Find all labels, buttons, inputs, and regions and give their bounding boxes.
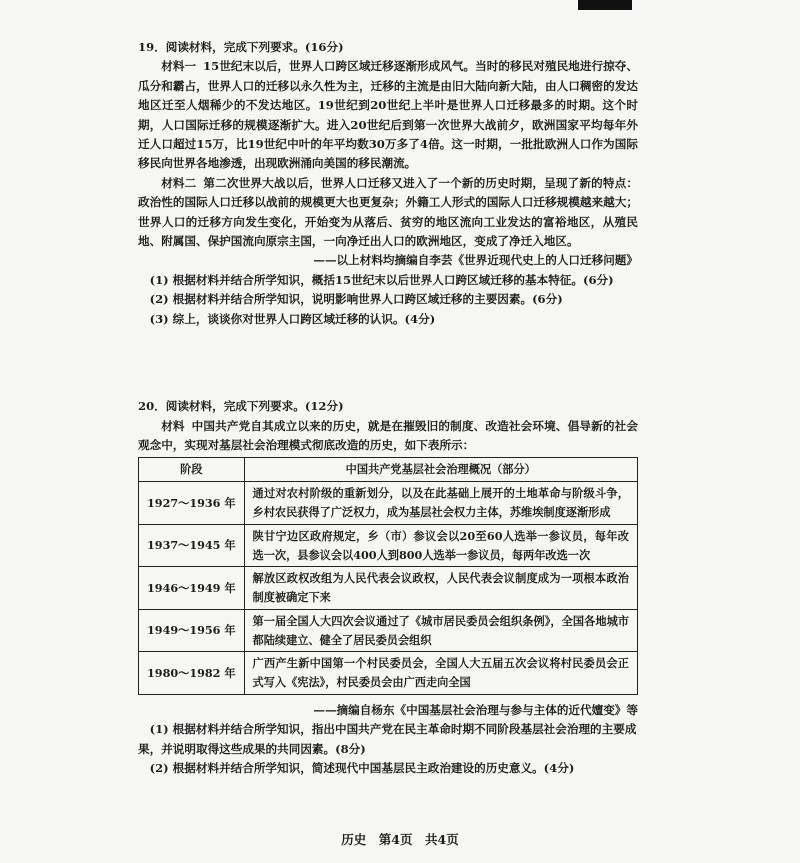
top-black-bar — [578, 0, 632, 10]
question-20-title: 20．阅读材料，完成下列要求。(12分) — [138, 399, 344, 414]
q19-source: ——以上材料均摘编自李芸《世界近现代史上的人口迁移问题》 — [313, 253, 638, 268]
q19-material-2-text: 第二次世界大战以后，世界人口迁移又进入了一个新的历史时期，呈现了新的特点：政治性的国际人口迁移以战前的规模更大也更复杂；外籍工人形式的国际人口迁移规模越来越大；世界人口的迁移方向发生变化，开始变为从落后、贫穷的地区流向工业发达的富裕地区，从殖民地、附属国、保护国流向原宗主国，一向净迁出人口的欧洲地区，变成了净迁入地区。 — [138, 175, 638, 249]
table-cell-desc: 广西产生新中国第一个村民委员会，全国人大五届五次会议将村民委员会正式写入《宪法》，村民委员会由广西走向全国 — [244, 652, 637, 695]
q20-material-label: 材料 — [161, 418, 185, 433]
q19-subquestion-1: (1) 根据材料并结合所学知识，概括15世纪末以后世界人口跨区域迁移的基本特征。(6分) — [149, 272, 614, 287]
table-cell-desc: 通过对农村阶级的重新划分，以及在此基础上展开的土地革命与阶级斗争，乡村农民获得了广泛权力，成为基层社会权力主体，苏维埃制度逐渐形成 — [244, 482, 637, 525]
q19-subquestion-3: (3) 综上，谈谈你对世界人口跨区域迁移的认识。(4分) — [149, 311, 436, 326]
table-header-stage: 阶段 — [139, 458, 245, 482]
q19-material-1 — [138, 57, 638, 173]
q20-source: ——摘编自杨东《中国基层社会治理与参与主体的近代嬗变》等 — [313, 703, 638, 718]
q19-material-2 — [138, 174, 638, 252]
table-cell-stage: 1980～1982 年 — [139, 652, 245, 695]
table-header-row — [139, 458, 638, 482]
governance-table — [138, 457, 638, 695]
page-footer: 历史 第4页 共4页 — [341, 832, 459, 847]
table-row — [139, 482, 638, 525]
table-row — [139, 524, 638, 567]
table-header-overview: 中国共产党基层社会治理概况（部分） — [244, 458, 637, 482]
table-cell-desc: 第一届全国人大四次会议通过了《城市居民委员会组织条例》，全国各地城市都陆续建立、健全了居民委员会组织 — [244, 609, 637, 652]
q20-material — [138, 417, 638, 456]
q19-subquestion-2: (2) 根据材料并结合所学知识，说明影响世界人口跨区域迁移的主要因素。(6分) — [149, 292, 563, 307]
q20-material-text: 中国共产党自其成立以来的历史，就是在摧毁旧的制度、改造社会环境、倡导新的社会观念中，实现对基层社会治理模式彻底改造的历史，如下表所示： — [138, 418, 638, 452]
table-row — [139, 609, 638, 652]
table-cell-stage: 1937～1945 年 — [139, 524, 245, 567]
q20-subquestion-2: (2) 根据材料并结合所学知识，简述现代中国基层民主政治建设的历史意义。(4分) — [149, 761, 575, 776]
q19-material-2-label: 材料二 — [161, 175, 197, 190]
answer-space — [138, 329, 638, 397]
table-cell-stage: 1946～1949 年 — [139, 567, 245, 610]
q19-material-1-text: 15世纪末以后，世界人口跨区域迁移逐渐形成风气。当时的移民对殖民地进行掠夺、瓜分和霸占，世界人口的迁移以永久性为主，迁移的主流是由旧大陆向新大陆，由人口稠密的发达地区迁至人烟稀少的不发达地区。19世纪到20世纪上半叶是世界人口迁移最多的时期。这个时期，人口国际迁移的规模逐渐扩大。进入20世纪后到第一次世界大战前夕，欧洲国家平均每年外迁人口超过15万，比19世纪中叶的年平均数30万多了4倍。这一时期，一批批欧洲人口作为国际移民向世界各地渗透，出现欧洲涌向美国的移民潮流。 — [138, 59, 638, 171]
exam-page — [138, 38, 638, 779]
table-row — [139, 652, 638, 695]
table-cell-desc: 陕甘宁边区政府规定，乡（市）参议会以20至60人选举一参议员，每年改选一次，县参议会以400人到800人选举一参议员，每两年改选一次 — [244, 524, 637, 567]
q20-subquestion-1: (1) 根据材料并结合所学知识，指出中国共产党在民主革命时期不同阶段基层社会治理的主要成果，并说明取得这些成果的共同因素。(8分) — [138, 722, 637, 756]
table-cell-stage: 1949～1956 年 — [139, 609, 245, 652]
table-row — [139, 567, 638, 610]
q19-material-1-label: 材料一 — [161, 59, 197, 74]
question-19-title: 19．阅读材料，完成下列要求。(16分) — [138, 40, 344, 54]
table-cell-desc: 解放区政权改组为人民代表会议政权，人民代表会议制度成为一项根本政治制度被确定下来 — [244, 567, 637, 610]
table-cell-stage: 1927～1936 年 — [139, 482, 245, 525]
